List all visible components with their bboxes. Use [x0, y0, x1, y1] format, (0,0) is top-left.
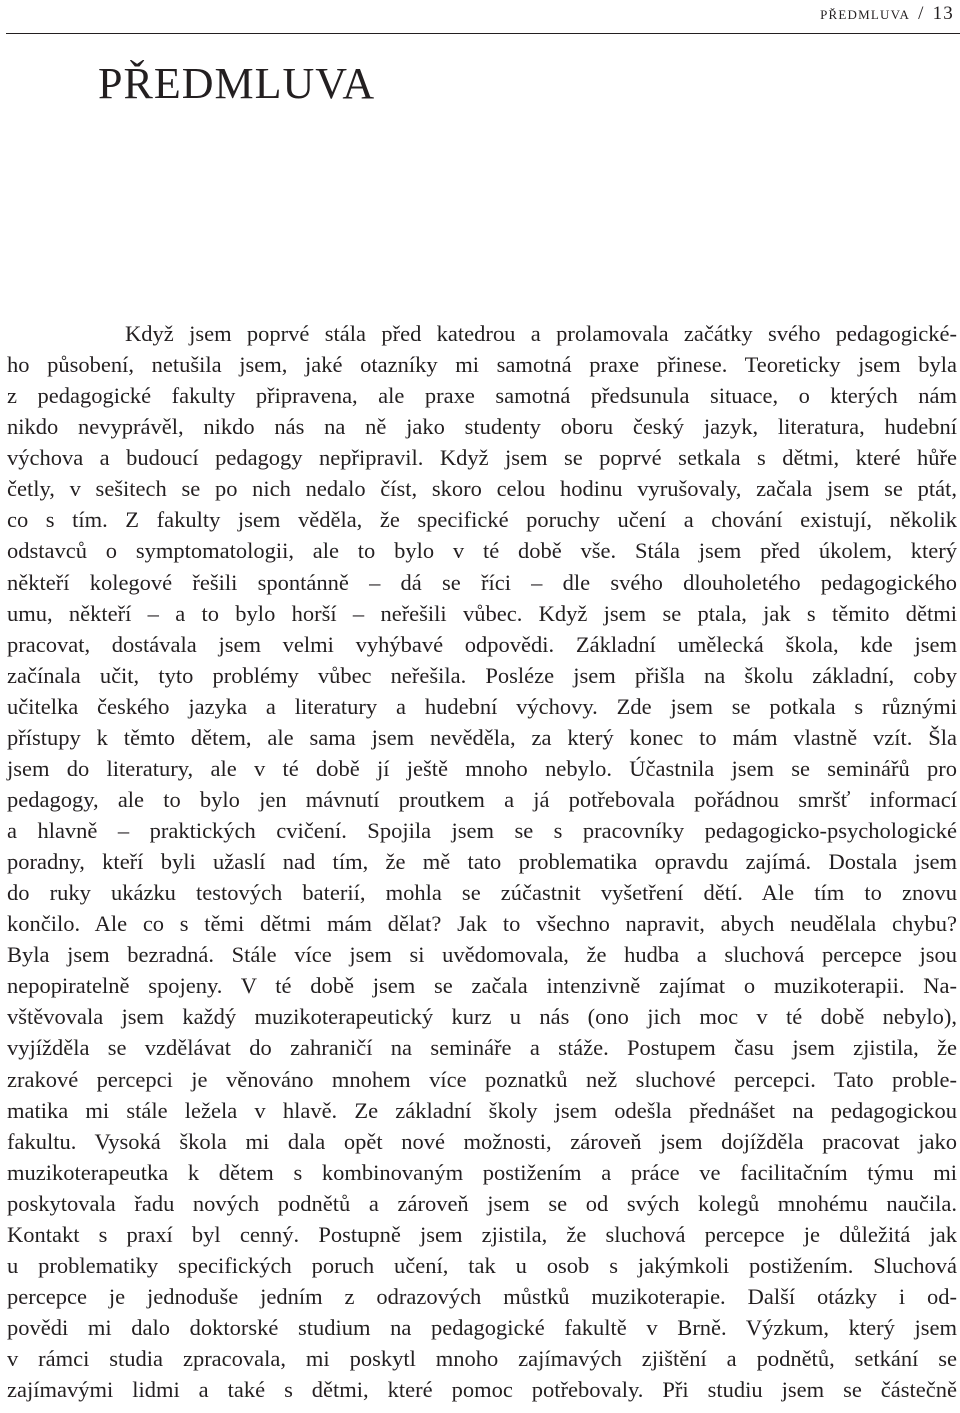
header-separator: /: [918, 3, 925, 24]
text-line: Když jsem poprvé stála před katedrou a prolamovala začátky svého pedagogické-: [125, 321, 957, 346]
text-line: výchova a budoucí pedagogy nepřipravil. Když jsem se poprvé setkala s dětmi, které hůře: [7, 445, 957, 471]
text-line: vyjížděla se vzdělávat do zahraničí na semináře a stáže. Postupem času jsem zjistila, že: [7, 1035, 957, 1061]
header-rule: [6, 33, 960, 34]
running-header: [0, 0, 960, 42]
text-line: vštěvovala jsem každý muzikoterapeutický kurz u nás (ono jich moc v té době nebylo),: [7, 1004, 957, 1030]
text-line: začínala učit, tyto problémy vůbec neřešila. Posléze jsem přišla na školu základní, coby: [7, 662, 957, 688]
text-line: povědi mi dalo doktorské studium na pedagogické fakultě v Brně. Výzkum, který jsem: [7, 1315, 957, 1340]
text-line: Kontakt s praxí byl cenný. Postupně jsem zjistila, že sluchová percepce je důležitá jak: [7, 1221, 957, 1247]
text-line: odstavců o symptomatologii, ale to bylo v té době vše. Stála jsem před úkolem, který: [7, 538, 957, 564]
text-line: a hlavně – praktických cvičení. Spojila jsem se s pracovníky pedagogicko-psychologické: [7, 818, 957, 843]
text-line: končilo. Ale co s těmi dětmi mám dělat? Jak to všechno napravit, abych neudělala chybu?: [7, 911, 957, 937]
text-line: učitelka českého jazyka a literatury a hudební výchovy. Zde jsem se potkala s různými: [7, 693, 957, 719]
text-line: nikdo nevyprávěl, nikdo nás na ně jako studenty oboru český jazyk, literatura, hudební: [7, 414, 957, 440]
text-line: zrakové percepci je věnováno mnohem více poznatků než sluchové percepci. Tato proble-: [7, 1066, 957, 1092]
text-line: co s tím. Z fakulty jsem věděla, že specifické poruchy učení a chování existují, několik: [7, 507, 957, 533]
text-line: zajímavými lidmi a také s dětmi, které pomoc potřebovaly. Při studiu jsem se částečně: [7, 1377, 957, 1403]
text-line: v rámci studia zpracovala, mi poskytl mnoho zajímavých zjištění a podnětů, setkání se: [7, 1346, 957, 1372]
text-line: Byla jsem bezradná. Stále více jsem si uvědomovala, že hudba a sluchová percepce jsou: [7, 942, 957, 968]
text-line: poskytovala řadu nových podnětů a zároveň jsem se od svých kolegů mnohému naučila.: [7, 1190, 957, 1216]
page-number: 13: [932, 3, 954, 24]
text-line: ho působení, netušila jsem, jaké otazníky mi samotná praxe přinese. Teoreticky jsem byla: [7, 352, 957, 378]
running-title: předmluva: [820, 3, 911, 24]
text-line: z pedagogické fakulty připravena, ale praxe samotná předsunula situace, o kterých nám: [7, 383, 957, 409]
running-header-text: [820, 3, 954, 25]
text-line: umu, někteří – a to bylo horší – neřešili vůbec. Když jsem se ptala, jak s těmito dětmi: [7, 600, 957, 626]
text-line: muzikoterapeutka k dětem s kombinovaným postižením a práce ve facilitačním týmu mi: [7, 1159, 957, 1185]
text-line: četly, v sešitech se po nich nedalo číst, skoro celou hodinu vyrušovaly, začala jsem se ptát,: [7, 476, 957, 502]
chapter-title: PŘEDMLUVA: [98, 59, 376, 108]
text-line: percepce je jednoduše jedním z odrazových můstků muzikoterapie. Další otázky i od-: [7, 1283, 957, 1309]
text-line: jsem do literatury, ale v té době jí ještě mnoho nebylo. Účastnila jsem se seminářů pro: [7, 755, 957, 781]
text-line: poradny, kteří byli užaslí nad tím, že mě tato problematika opravdu zajímá. Dostala jsem: [7, 849, 957, 875]
text-line: u problematiky specifických poruch učení, tak u osob s jakýmkoli postižením. Sluchová: [7, 1252, 957, 1278]
text-line: nepopiratelně spojeny. V té době jsem se začala intenzivně zajímat o muzikoterapii. Na-: [7, 973, 957, 999]
text-line: fakultu. Vysoká škola mi dala opět nové možnosti, zároveň jsem dojížděla pracovat jako: [7, 1128, 957, 1154]
text-line: do ruky ukázku testových baterií, mohla se zúčastnit vyšetření dětí. Ale tím to znovu: [7, 880, 957, 906]
text-line: matika mi stále ležela v hlavě. Ze základní školy jsem odešla přednášet na pedagogickou: [7, 1097, 957, 1123]
text-line: pracovat, dostávala jsem velmi vyhýbavé odpovědi. Základní umělecká škola, kde jsem: [7, 631, 957, 657]
text-line: pedagogy, ale to bylo jen mávnutí proutkem a já potřebovala pořádnou smršť informací: [7, 786, 957, 812]
text-line: přístupy k těmto dětem, ale sama jsem nevěděla, za který konec to mám vlastně vzít. Šla: [7, 724, 957, 750]
text-line: někteří kolegové řešili spontánně – dá se říci – dle svého dlouholetého pedagogického: [7, 569, 957, 595]
body-paragraph: [7, 318, 957, 1405]
